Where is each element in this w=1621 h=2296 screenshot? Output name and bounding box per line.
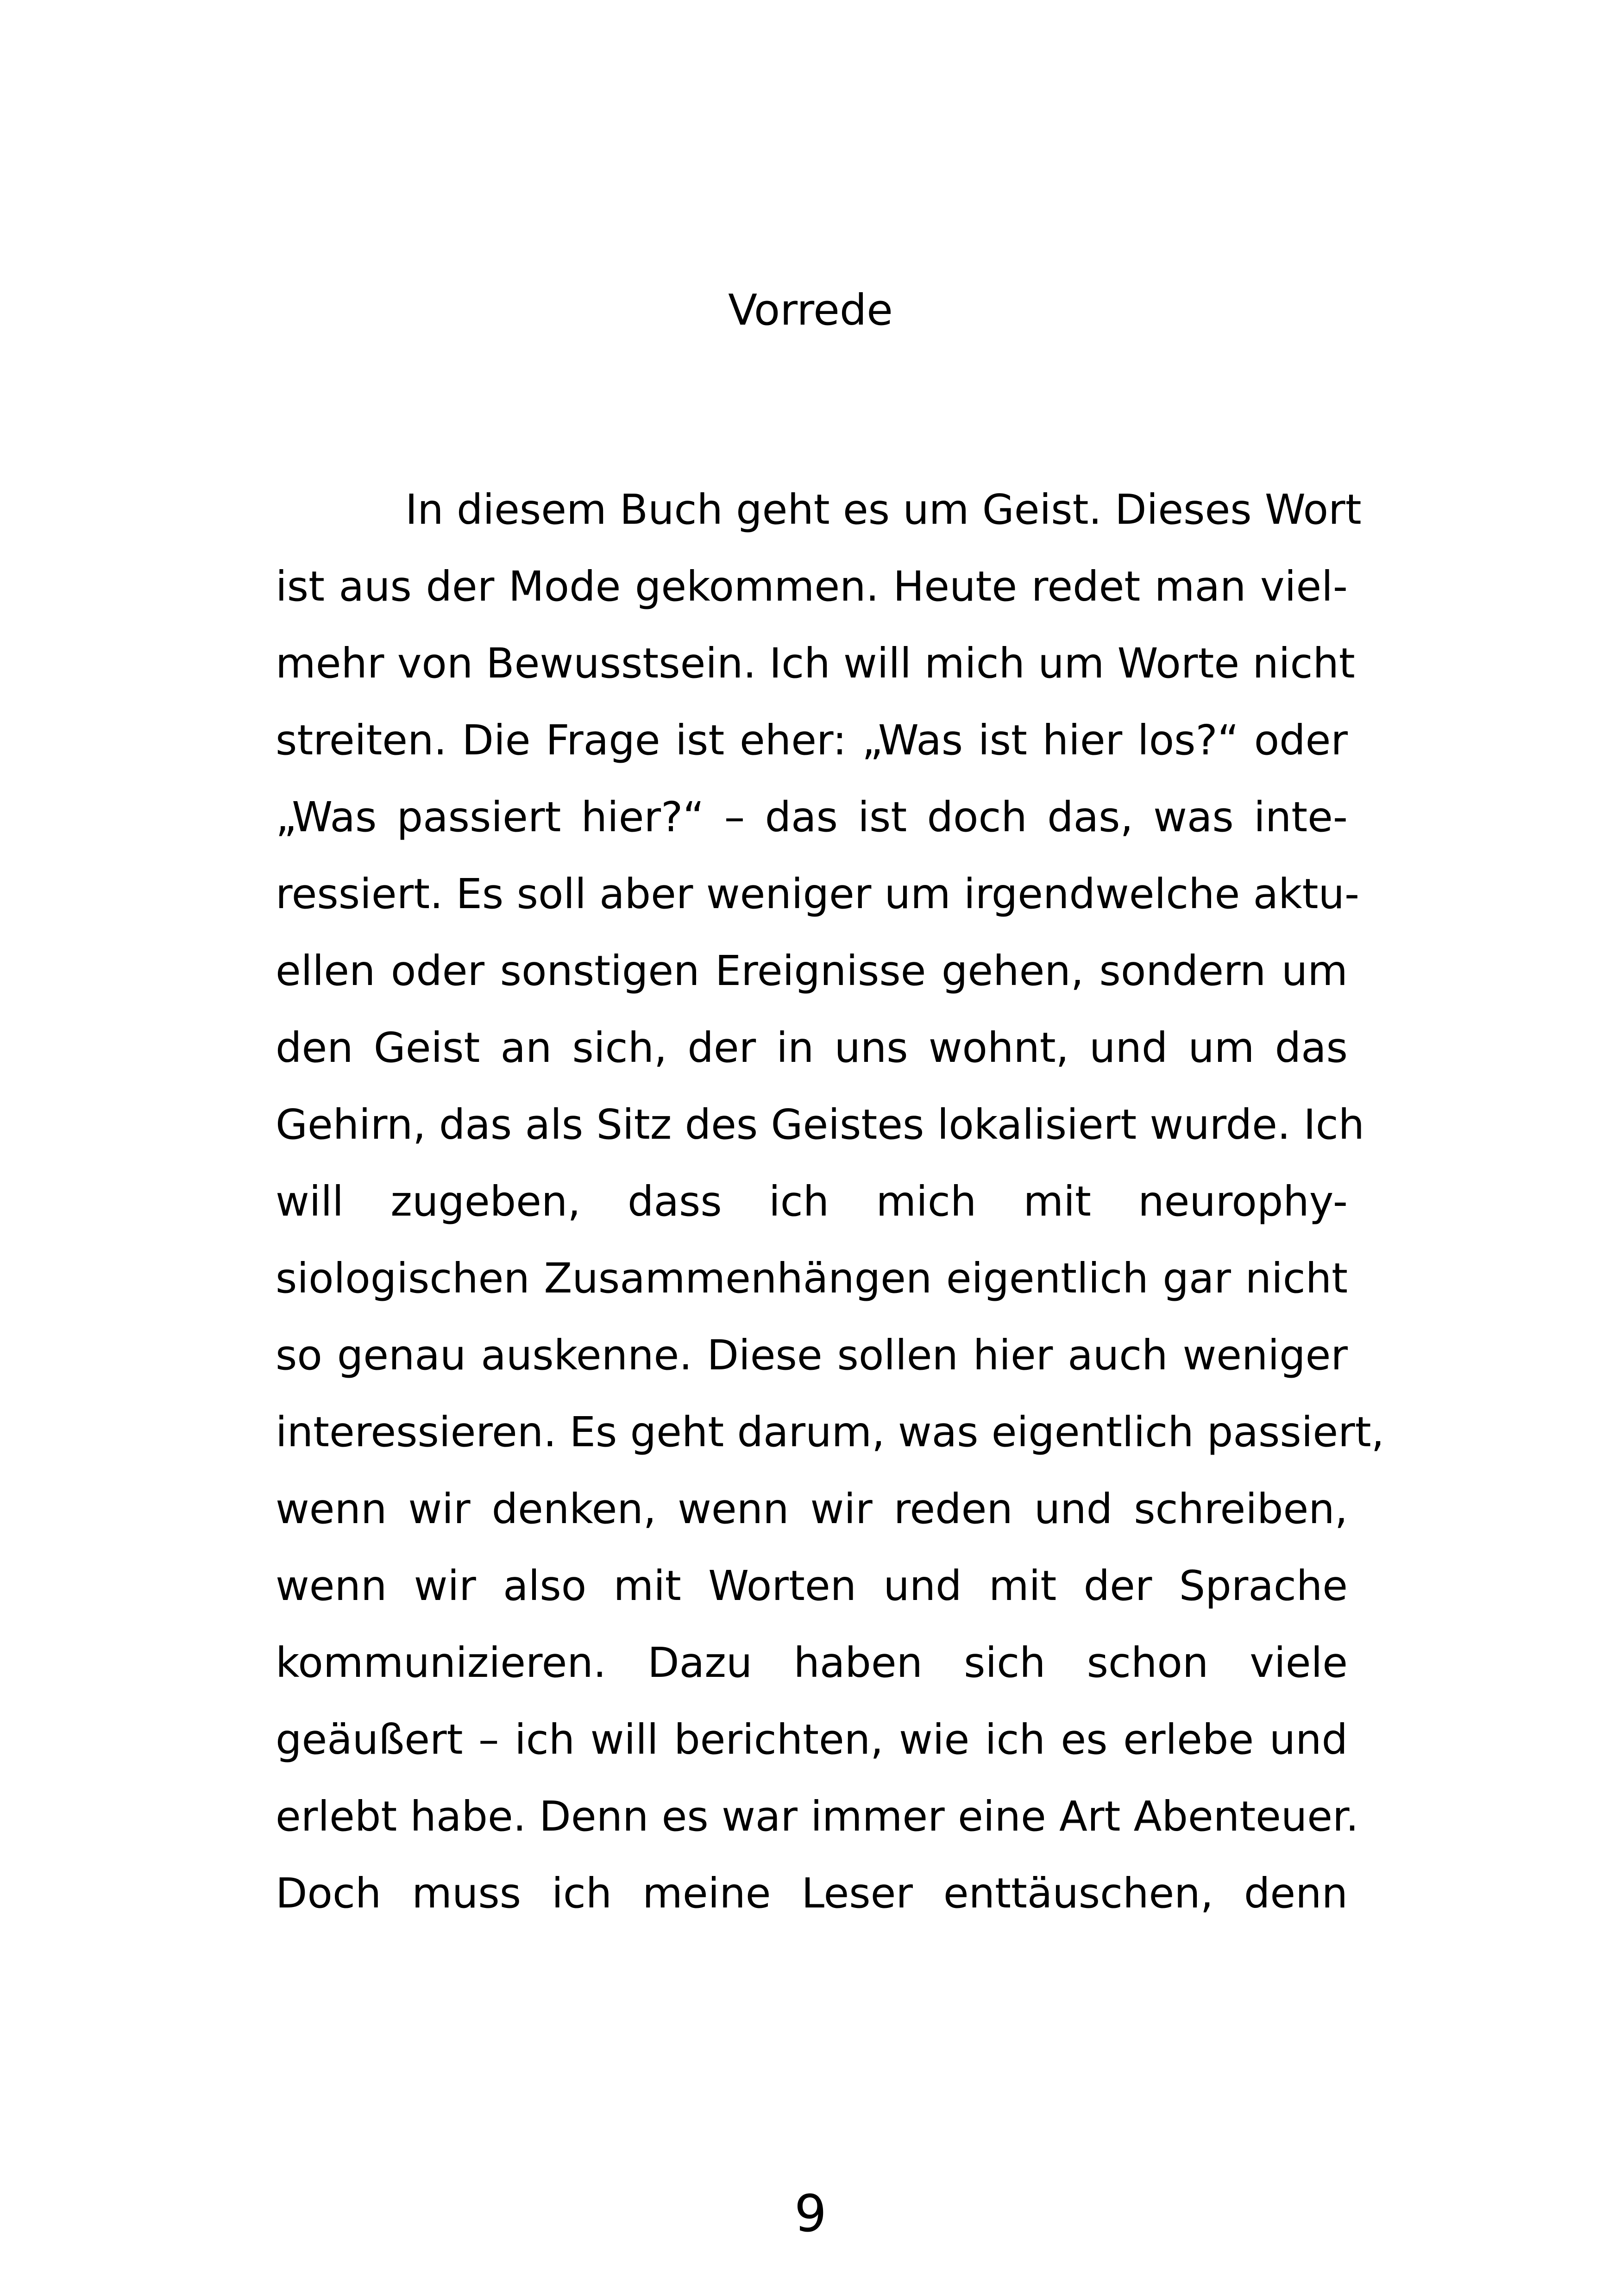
text-line: wenn wir also mit Worten und mit der Sprache: [276, 1562, 1348, 1610]
text-line: ellen oder sonstigen Ereignisse gehen, sondern um: [276, 947, 1348, 995]
chapter-heading: Vorrede: [728, 285, 893, 335]
text-line: In diesem Buch geht es um Geist. Dieses Wort: [405, 485, 1362, 533]
text-line: siologischen Zusammenhängen eigentlich gar nicht: [276, 1254, 1348, 1302]
body-paragraph: [276, 471, 1384, 1932]
text-line: will zugeben, dass ich mich mit neurophy-: [276, 1177, 1348, 1225]
text-line: Gehirn, das als Sitz des Geistes lokalisiert wurde. Ich: [276, 1100, 1365, 1148]
text-line: so genau auskenne. Diese sollen hier auch weniger: [276, 1331, 1348, 1379]
text-line: ist aus der Mode gekommen. Heute redet man viel-: [276, 562, 1348, 610]
text-line: interessieren. Es geht darum, was eigentlich passiert,: [276, 1408, 1384, 1456]
text-line: „Was passiert hier?“ – das ist doch das, was inte-: [276, 793, 1348, 841]
text-line: geäußert – ich will berichten, wie ich es erlebe und: [276, 1715, 1348, 1763]
text-line: erlebt habe. Denn es war immer eine Art Abenteuer.: [276, 1792, 1359, 1840]
text-line: Doch muss ich meine Leser enttäuschen, denn: [276, 1869, 1348, 1917]
text-line: wenn wir denken, wenn wir reden und schreiben,: [276, 1485, 1348, 1533]
text-line: den Geist an sich, der in uns wohnt, und um das: [276, 1023, 1348, 1072]
text-line: kommunizieren. Dazu haben sich schon viele: [276, 1638, 1348, 1687]
text-line: streiten. Die Frage ist eher: „Was ist hier los?“ oder: [276, 716, 1348, 764]
page-number: 9: [794, 2184, 827, 2243]
text-line: ressiert. Es soll aber weniger um irgendwelche aktu-: [276, 870, 1360, 918]
text-line: mehr von Bewusstsein. Ich will mich um Worte nicht: [276, 639, 1355, 687]
